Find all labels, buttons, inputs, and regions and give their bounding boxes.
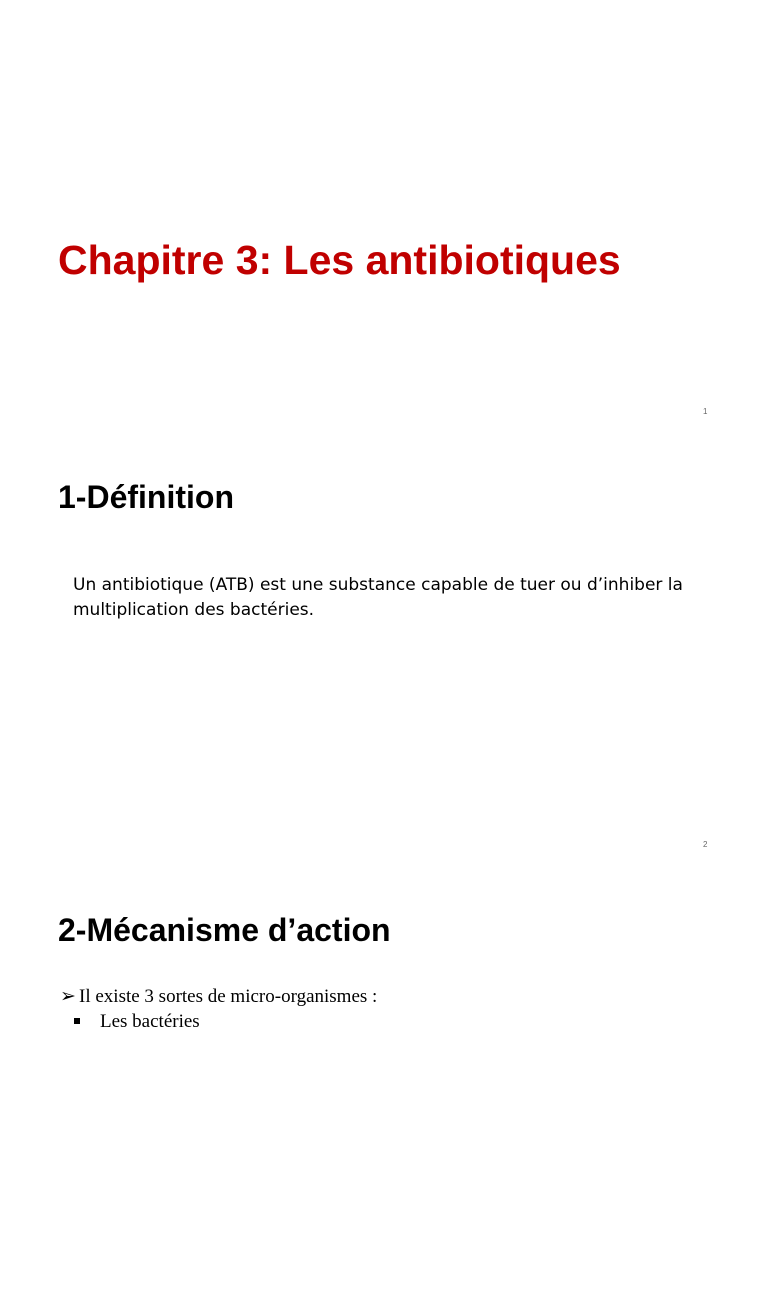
sub-bullet-item [60, 1009, 377, 1034]
slide-heading: 1-Définition [58, 479, 234, 515]
slide-2 [0, 433, 768, 866]
bullet-text: Il existe 3 sortes de micro-organismes : [79, 986, 378, 1007]
definition-text: Un antibiotique (ATB) est une substance capable de tuer ou d’inhiber la multiplication des bactéries. [73, 575, 683, 620]
sub-bullet-text: Les bactéries [100, 1011, 200, 1032]
slide-heading: 2-Mécanisme d’action [58, 912, 391, 948]
slide-3 [0, 866, 768, 1299]
square-bullet-icon [74, 1018, 80, 1024]
arrow-bullet-icon: ➢ [60, 986, 76, 1007]
bullet-list [60, 984, 377, 1034]
bullet-item [60, 984, 377, 1009]
slide-title: Chapitre 3: Les antibiotiques [58, 237, 621, 283]
slide-number: 2 [703, 840, 708, 849]
slide-number: 1 [703, 407, 708, 416]
slide-1 [0, 0, 768, 433]
